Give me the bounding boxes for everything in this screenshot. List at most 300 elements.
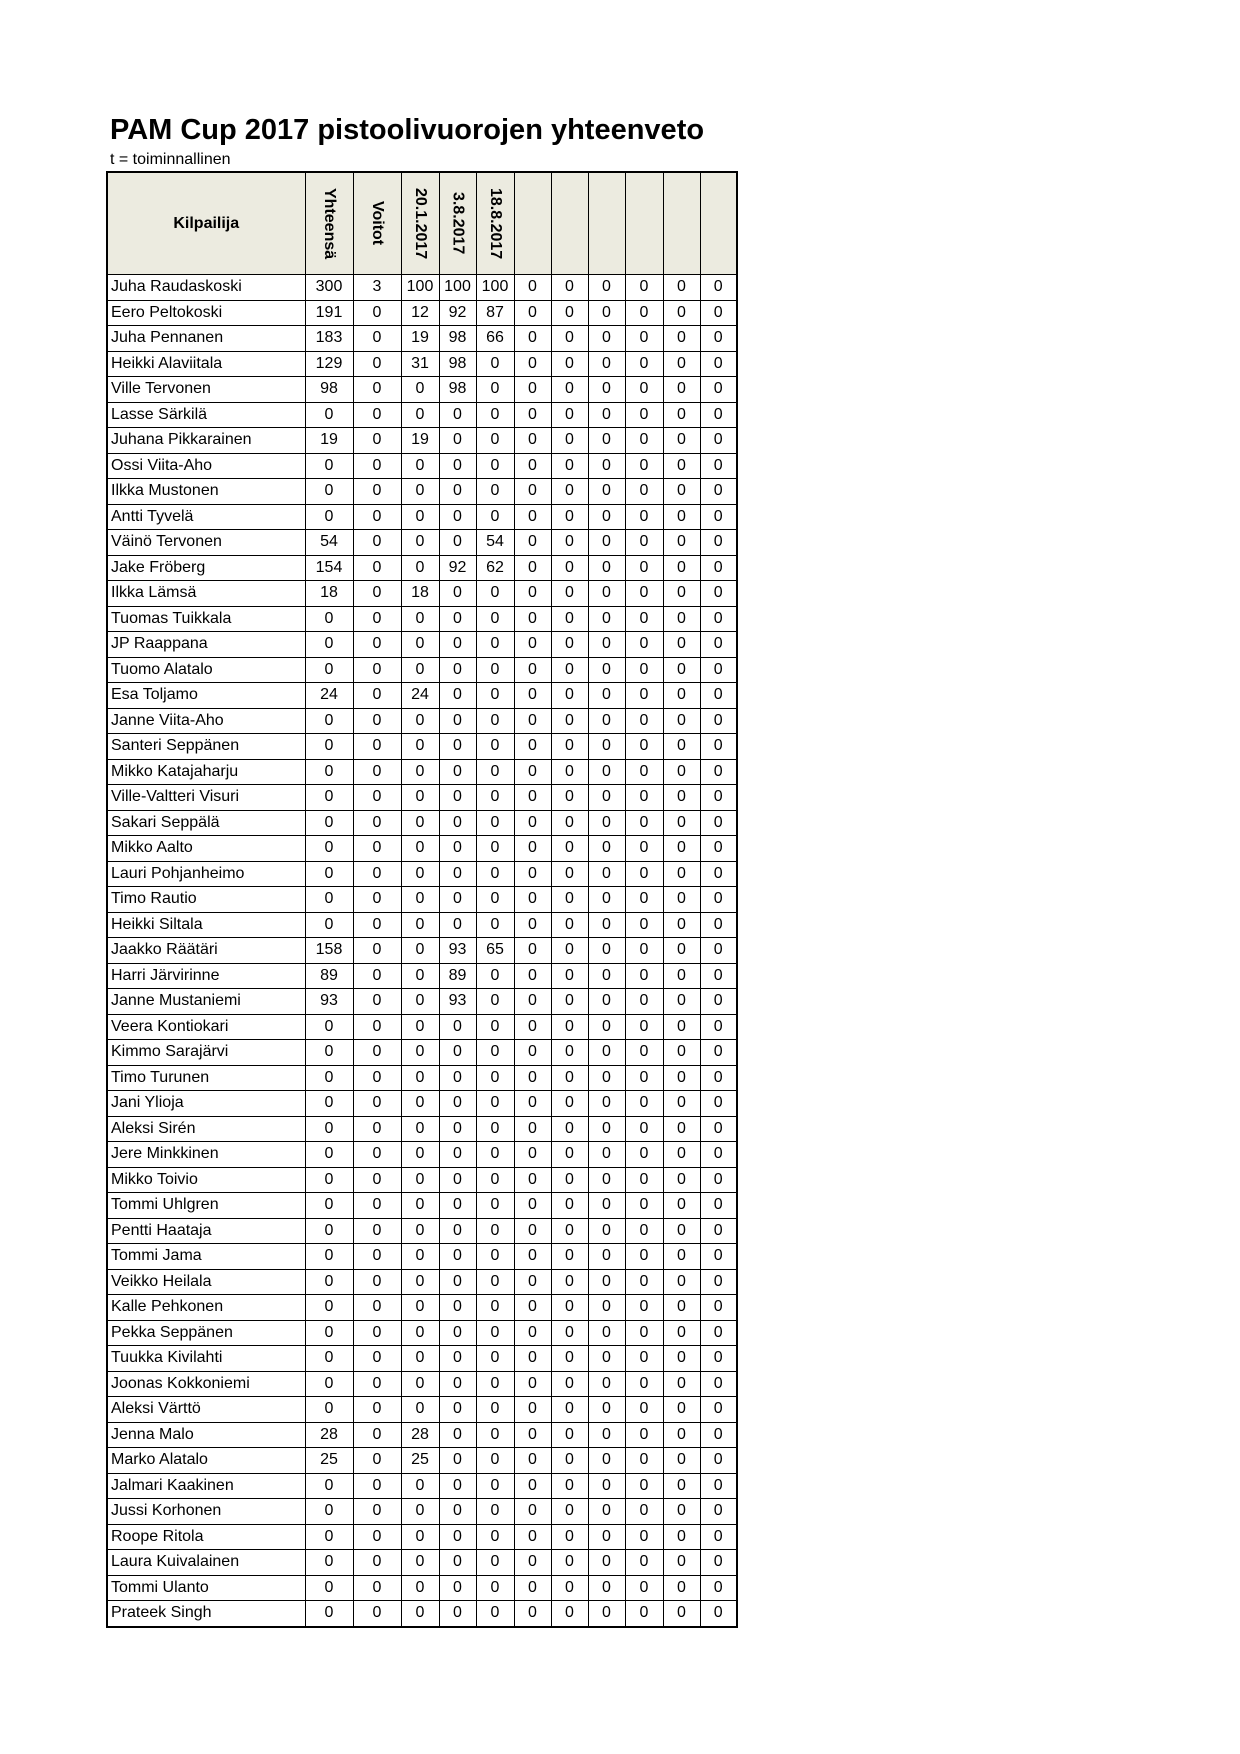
- score-cell: 0: [700, 1295, 737, 1321]
- score-cell: 0: [514, 326, 551, 352]
- score-cell: 0: [700, 989, 737, 1015]
- column-header-label: 20.1.2017: [412, 187, 429, 260]
- score-cell: 0: [514, 1371, 551, 1397]
- score-cell: 0: [588, 402, 625, 428]
- score-cell: 0: [551, 1040, 588, 1066]
- score-cell: 0: [625, 351, 663, 377]
- score-cell: 0: [476, 1065, 514, 1091]
- competitor-name-cell: Ilkka Mustonen: [107, 479, 305, 505]
- score-cell: 0: [305, 1473, 353, 1499]
- table-row: [107, 1218, 737, 1244]
- score-cell: 0: [439, 1269, 476, 1295]
- score-cell: 0: [551, 1524, 588, 1550]
- score-cell: 0: [514, 1218, 551, 1244]
- score-cell: 0: [439, 1550, 476, 1576]
- score-cell: 0: [700, 402, 737, 428]
- score-cell: 0: [353, 1116, 401, 1142]
- score-cell: 0: [514, 1499, 551, 1525]
- score-cell: 0: [476, 453, 514, 479]
- score-cell: 0: [588, 963, 625, 989]
- score-cell: 0: [625, 1550, 663, 1576]
- score-cell: 0: [439, 530, 476, 556]
- column-header-empty: [700, 172, 737, 275]
- score-cell: 0: [700, 530, 737, 556]
- score-cell: 0: [305, 836, 353, 862]
- score-cell: 0: [625, 504, 663, 530]
- score-cell: 0: [588, 504, 625, 530]
- score-cell: 0: [700, 836, 737, 862]
- score-cell: 0: [305, 402, 353, 428]
- score-cell: 0: [700, 1473, 737, 1499]
- competitor-name-cell: Marko Alatalo: [107, 1448, 305, 1474]
- score-cell: 0: [439, 581, 476, 607]
- column-header-empty: [663, 172, 700, 275]
- table-row: [107, 810, 737, 836]
- score-cell: 0: [401, 402, 439, 428]
- score-cell: 62: [476, 555, 514, 581]
- score-cell: 0: [588, 1473, 625, 1499]
- score-cell: 0: [514, 555, 551, 581]
- score-cell: 0: [514, 1065, 551, 1091]
- score-cell: 0: [551, 1295, 588, 1321]
- table-row: [107, 1014, 737, 1040]
- score-cell: 92: [439, 555, 476, 581]
- score-cell: 0: [439, 1320, 476, 1346]
- score-cell: 0: [514, 912, 551, 938]
- score-cell: 0: [625, 1320, 663, 1346]
- table-row: [107, 1575, 737, 1601]
- score-cell: 0: [514, 1601, 551, 1627]
- score-cell: 0: [401, 1295, 439, 1321]
- score-cell: 0: [625, 377, 663, 403]
- score-cell: 0: [476, 1295, 514, 1321]
- score-cell: 0: [401, 785, 439, 811]
- table-row: [107, 1193, 737, 1219]
- score-cell: 0: [551, 1550, 588, 1576]
- score-cell: 0: [514, 708, 551, 734]
- competitor-name-cell: Janne Viita-Aho: [107, 708, 305, 734]
- score-cell: 0: [700, 479, 737, 505]
- score-cell: 0: [663, 1142, 700, 1168]
- competitor-name-cell: Ville-Valtteri Visuri: [107, 785, 305, 811]
- table-row: [107, 683, 737, 709]
- score-cell: 0: [439, 1091, 476, 1117]
- score-cell: 0: [353, 428, 401, 454]
- score-cell: 0: [625, 1065, 663, 1091]
- score-cell: 0: [663, 1167, 700, 1193]
- score-cell: 0: [663, 453, 700, 479]
- score-cell: 100: [476, 275, 514, 301]
- score-cell: 0: [663, 861, 700, 887]
- table-row: [107, 759, 737, 785]
- score-cell: 0: [700, 1422, 737, 1448]
- score-cell: 0: [401, 632, 439, 658]
- score-cell: 0: [353, 479, 401, 505]
- score-cell: 0: [663, 428, 700, 454]
- score-cell: 0: [353, 683, 401, 709]
- score-cell: 93: [439, 989, 476, 1015]
- score-cell: 0: [663, 989, 700, 1015]
- score-cell: 0: [353, 1218, 401, 1244]
- table-row: [107, 479, 737, 505]
- score-cell: 0: [551, 1601, 588, 1627]
- score-cell: 0: [353, 989, 401, 1015]
- score-cell: 28: [401, 1422, 439, 1448]
- score-cell: 0: [353, 1575, 401, 1601]
- score-cell: 93: [305, 989, 353, 1015]
- score-cell: 0: [305, 479, 353, 505]
- score-cell: 0: [588, 1422, 625, 1448]
- score-cell: 0: [353, 912, 401, 938]
- score-cell: 0: [700, 1524, 737, 1550]
- score-cell: 0: [401, 1040, 439, 1066]
- table-row: [107, 504, 737, 530]
- score-cell: 0: [353, 1295, 401, 1321]
- score-cell: 0: [353, 1397, 401, 1423]
- score-cell: 0: [305, 1091, 353, 1117]
- score-cell: 0: [551, 989, 588, 1015]
- score-cell: 0: [439, 453, 476, 479]
- score-cell: 0: [439, 402, 476, 428]
- score-cell: 0: [353, 785, 401, 811]
- competitor-name-cell: Veikko Heilala: [107, 1269, 305, 1295]
- score-cell: 0: [588, 759, 625, 785]
- score-cell: 0: [353, 1448, 401, 1474]
- score-cell: 0: [476, 1091, 514, 1117]
- score-cell: 0: [588, 657, 625, 683]
- score-cell: 0: [588, 300, 625, 326]
- competitor-name-cell: Joonas Kokkoniemi: [107, 1371, 305, 1397]
- score-cell: 0: [439, 1040, 476, 1066]
- score-cell: 0: [439, 1499, 476, 1525]
- score-cell: 0: [663, 530, 700, 556]
- page-title: PAM Cup 2017 pistoolivuorojen yhteenveto: [110, 114, 705, 146]
- score-cell: 0: [476, 351, 514, 377]
- score-cell: 0: [353, 1371, 401, 1397]
- score-cell: 0: [401, 938, 439, 964]
- score-cell: 0: [476, 428, 514, 454]
- competitor-name-cell: Esa Toljamo: [107, 683, 305, 709]
- table-row: [107, 428, 737, 454]
- score-cell: 0: [305, 1320, 353, 1346]
- competitor-name-cell: Lasse Särkilä: [107, 402, 305, 428]
- score-cell: 0: [476, 1397, 514, 1423]
- score-cell: 0: [353, 632, 401, 658]
- score-cell: 0: [305, 1346, 353, 1372]
- column-header-empty: [514, 172, 551, 275]
- score-cell: 0: [625, 708, 663, 734]
- score-cell: 0: [663, 1397, 700, 1423]
- results-table: [106, 171, 738, 1628]
- competitor-name-cell: Juhana Pikkarainen: [107, 428, 305, 454]
- score-cell: 0: [401, 836, 439, 862]
- score-cell: 0: [514, 1193, 551, 1219]
- competitor-name-cell: Pekka Seppänen: [107, 1320, 305, 1346]
- competitor-name-cell: Mikko Toivio: [107, 1167, 305, 1193]
- score-cell: 0: [439, 887, 476, 913]
- score-cell: 0: [353, 530, 401, 556]
- score-cell: 0: [551, 1269, 588, 1295]
- score-cell: 0: [551, 326, 588, 352]
- score-cell: 0: [700, 1346, 737, 1372]
- score-cell: 0: [588, 1193, 625, 1219]
- score-cell: 0: [305, 632, 353, 658]
- score-cell: 0: [663, 1269, 700, 1295]
- score-cell: 0: [401, 657, 439, 683]
- score-cell: 0: [588, 887, 625, 913]
- score-cell: 0: [401, 989, 439, 1015]
- score-cell: 0: [353, 326, 401, 352]
- score-cell: 25: [305, 1448, 353, 1474]
- table-row: [107, 275, 737, 301]
- competitor-name-cell: Roope Ritola: [107, 1524, 305, 1550]
- column-header-empty: [625, 172, 663, 275]
- table-row: [107, 708, 737, 734]
- score-cell: 0: [439, 836, 476, 862]
- column-header-competitor: [107, 172, 305, 275]
- score-cell: 0: [514, 938, 551, 964]
- score-cell: 0: [514, 351, 551, 377]
- score-cell: 0: [439, 1397, 476, 1423]
- column-header-label: Yhteensä: [321, 187, 338, 260]
- score-cell: 0: [588, 428, 625, 454]
- score-cell: 0: [353, 810, 401, 836]
- score-cell: 0: [663, 326, 700, 352]
- competitor-name-cell: Jere Minkkinen: [107, 1142, 305, 1168]
- table-row: [107, 581, 737, 607]
- score-cell: 0: [588, 275, 625, 301]
- score-cell: 0: [700, 938, 737, 964]
- score-cell: 0: [551, 555, 588, 581]
- score-cell: 0: [588, 1499, 625, 1525]
- score-cell: 0: [439, 1142, 476, 1168]
- score-cell: 0: [700, 1065, 737, 1091]
- score-cell: 0: [401, 1014, 439, 1040]
- table-row: [107, 1448, 737, 1474]
- score-cell: 0: [401, 1601, 439, 1627]
- score-cell: 0: [625, 1091, 663, 1117]
- score-cell: 87: [476, 300, 514, 326]
- table-row: [107, 861, 737, 887]
- score-cell: 0: [514, 1346, 551, 1372]
- score-cell: 300: [305, 275, 353, 301]
- score-cell: 0: [700, 326, 737, 352]
- competitor-name-cell: Kimmo Sarajärvi: [107, 1040, 305, 1066]
- score-cell: 0: [700, 963, 737, 989]
- score-cell: 0: [700, 861, 737, 887]
- score-cell: 0: [663, 963, 700, 989]
- score-cell: 0: [401, 963, 439, 989]
- score-cell: 0: [625, 606, 663, 632]
- score-cell: 0: [353, 1550, 401, 1576]
- table-row: [107, 1091, 737, 1117]
- score-cell: 0: [700, 1575, 737, 1601]
- score-cell: 0: [353, 606, 401, 632]
- score-cell: 0: [663, 402, 700, 428]
- competitor-name-cell: Ossi Viita-Aho: [107, 453, 305, 479]
- score-cell: 0: [476, 402, 514, 428]
- score-cell: 0: [401, 1346, 439, 1372]
- score-cell: 66: [476, 326, 514, 352]
- score-cell: 0: [700, 759, 737, 785]
- column-header-label: Kilpailija: [173, 214, 240, 232]
- column-header-wins: [353, 172, 401, 275]
- table-row: [107, 1601, 737, 1627]
- score-cell: 0: [401, 1218, 439, 1244]
- score-cell: 0: [476, 810, 514, 836]
- score-cell: 0: [401, 912, 439, 938]
- table-row: [107, 1346, 737, 1372]
- score-cell: 0: [514, 989, 551, 1015]
- table-row: [107, 1422, 737, 1448]
- score-cell: 24: [305, 683, 353, 709]
- score-cell: 0: [700, 1014, 737, 1040]
- score-cell: 0: [551, 581, 588, 607]
- competitor-name-cell: Tuomas Tuikkala: [107, 606, 305, 632]
- table-row: [107, 989, 737, 1015]
- score-cell: 0: [625, 1040, 663, 1066]
- score-cell: 0: [305, 1167, 353, 1193]
- score-cell: 0: [700, 1448, 737, 1474]
- score-cell: 0: [663, 300, 700, 326]
- score-cell: 0: [663, 1193, 700, 1219]
- score-cell: 0: [588, 785, 625, 811]
- competitor-name-cell: Harri Järvirinne: [107, 963, 305, 989]
- score-cell: 0: [514, 530, 551, 556]
- score-cell: 0: [551, 530, 588, 556]
- score-cell: 28: [305, 1422, 353, 1448]
- score-cell: 0: [588, 734, 625, 760]
- score-cell: 0: [439, 683, 476, 709]
- score-cell: 0: [625, 300, 663, 326]
- score-cell: 0: [476, 963, 514, 989]
- score-cell: 0: [353, 1499, 401, 1525]
- competitor-name-cell: Tommi Jama: [107, 1244, 305, 1270]
- score-cell: 0: [663, 351, 700, 377]
- score-cell: 0: [353, 300, 401, 326]
- score-cell: 19: [401, 326, 439, 352]
- table-row: [107, 1116, 737, 1142]
- score-cell: 0: [700, 300, 737, 326]
- competitor-name-cell: Tommi Ulanto: [107, 1575, 305, 1601]
- score-cell: 0: [514, 1116, 551, 1142]
- score-cell: 0: [401, 1193, 439, 1219]
- score-cell: 0: [305, 1371, 353, 1397]
- competitor-name-cell: Lauri Pohjanheimo: [107, 861, 305, 887]
- score-cell: 0: [700, 1244, 737, 1270]
- competitor-name-cell: Tommi Uhlgren: [107, 1193, 305, 1219]
- table-row: [107, 632, 737, 658]
- score-cell: 0: [588, 1295, 625, 1321]
- header-row: [107, 172, 737, 275]
- score-cell: 0: [401, 1244, 439, 1270]
- score-cell: 0: [353, 402, 401, 428]
- score-cell: 0: [476, 1550, 514, 1576]
- score-cell: 0: [401, 1499, 439, 1525]
- score-cell: 0: [305, 708, 353, 734]
- column-header-empty: [551, 172, 588, 275]
- competitor-name-cell: Kalle Pehkonen: [107, 1295, 305, 1321]
- score-cell: 0: [625, 555, 663, 581]
- score-cell: 0: [663, 275, 700, 301]
- score-cell: 0: [514, 1167, 551, 1193]
- table-row: [107, 326, 737, 352]
- score-cell: 0: [401, 1091, 439, 1117]
- score-cell: 0: [700, 428, 737, 454]
- competitor-name-cell: JP Raappana: [107, 632, 305, 658]
- score-cell: 0: [551, 1422, 588, 1448]
- score-cell: 0: [514, 887, 551, 913]
- score-cell: 18: [305, 581, 353, 607]
- competitor-name-cell: Ilkka Lämsä: [107, 581, 305, 607]
- score-cell: 0: [625, 479, 663, 505]
- score-cell: 0: [476, 581, 514, 607]
- score-cell: 0: [353, 1601, 401, 1627]
- score-cell: 0: [588, 1524, 625, 1550]
- score-cell: 0: [588, 581, 625, 607]
- score-cell: 0: [439, 1295, 476, 1321]
- score-cell: 0: [625, 632, 663, 658]
- competitor-name-cell: Eero Peltokoski: [107, 300, 305, 326]
- score-cell: 0: [625, 428, 663, 454]
- score-cell: 0: [588, 708, 625, 734]
- score-cell: 0: [353, 351, 401, 377]
- score-cell: 0: [353, 581, 401, 607]
- score-cell: 0: [476, 1448, 514, 1474]
- score-cell: 0: [401, 1575, 439, 1601]
- score-cell: 0: [551, 1397, 588, 1423]
- score-cell: 0: [476, 887, 514, 913]
- score-cell: 0: [625, 1473, 663, 1499]
- score-cell: 0: [588, 606, 625, 632]
- score-cell: 0: [625, 1422, 663, 1448]
- score-cell: 0: [551, 861, 588, 887]
- score-cell: 0: [476, 1014, 514, 1040]
- score-cell: 19: [305, 428, 353, 454]
- score-cell: 0: [439, 759, 476, 785]
- score-cell: 0: [401, 530, 439, 556]
- score-cell: 0: [551, 1142, 588, 1168]
- score-cell: 0: [663, 887, 700, 913]
- score-cell: 0: [625, 1244, 663, 1270]
- score-cell: 0: [700, 1550, 737, 1576]
- score-cell: 0: [700, 581, 737, 607]
- competitor-name-cell: Pentti Haataja: [107, 1218, 305, 1244]
- score-cell: 0: [353, 759, 401, 785]
- score-cell: 0: [588, 1040, 625, 1066]
- score-cell: 0: [401, 555, 439, 581]
- score-cell: 0: [439, 1422, 476, 1448]
- score-cell: 3: [353, 275, 401, 301]
- score-cell: 0: [625, 1014, 663, 1040]
- score-cell: 0: [439, 504, 476, 530]
- score-cell: 0: [625, 1601, 663, 1627]
- score-cell: 0: [353, 708, 401, 734]
- score-cell: 0: [551, 836, 588, 862]
- score-cell: 0: [700, 734, 737, 760]
- score-cell: 0: [305, 1040, 353, 1066]
- score-cell: 0: [700, 504, 737, 530]
- score-cell: 0: [588, 912, 625, 938]
- competitor-name-cell: Jaakko Räätäri: [107, 938, 305, 964]
- score-cell: 0: [476, 912, 514, 938]
- score-cell: 98: [439, 351, 476, 377]
- competitor-name-cell: Aleksi Värttö: [107, 1397, 305, 1423]
- score-cell: 0: [663, 1014, 700, 1040]
- score-cell: 0: [551, 504, 588, 530]
- score-cell: 0: [353, 1346, 401, 1372]
- score-cell: 0: [514, 1040, 551, 1066]
